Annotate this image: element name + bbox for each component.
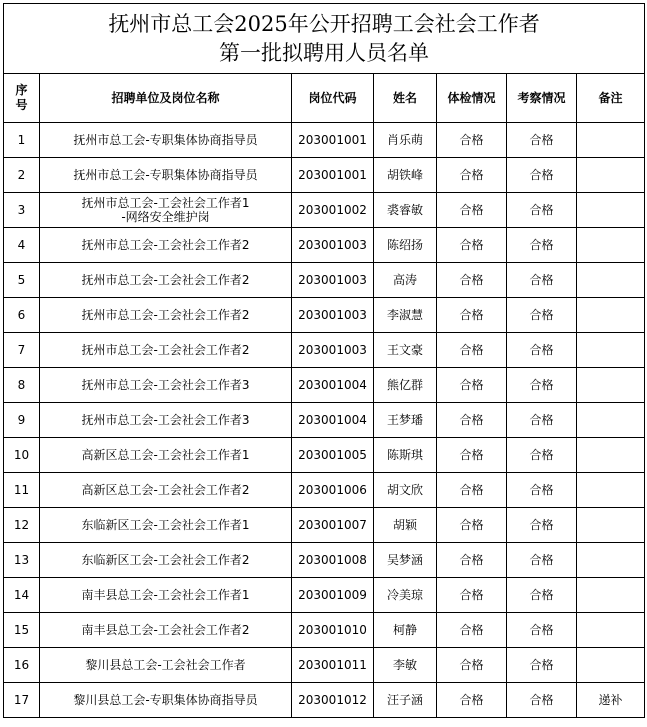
cell-unit: 南丰县总工会-工会社会工作者1 (40, 578, 292, 613)
cell-exam: 合格 (437, 263, 507, 298)
cell-inspection: 合格 (507, 648, 577, 683)
header-unit: 招聘单位及岗位名称 (40, 74, 292, 123)
cell-seq: 9 (4, 403, 40, 438)
cell-note: 递补 (577, 683, 645, 718)
cell-unit: 抚州市总工会-工会社会工作者2 (40, 333, 292, 368)
table-row (4, 333, 645, 368)
cell-seq: 4 (4, 228, 40, 263)
cell-inspection: 合格 (507, 438, 577, 473)
cell-inspection: 合格 (507, 158, 577, 193)
header-inspection: 考察情况 (507, 74, 577, 123)
cell-unit: 南丰县总工会-工会社会工作者2 (40, 613, 292, 648)
cell-name: 胡铁峰 (374, 158, 437, 193)
header-seq-text: 序 号 (15, 83, 28, 112)
cell-note (577, 648, 645, 683)
cell-inspection: 合格 (507, 473, 577, 508)
title-line-2: 第一批拟聘用人员名单 (219, 40, 430, 65)
cell-name: 李淑慧 (374, 298, 437, 333)
cell-exam: 合格 (437, 543, 507, 578)
cell-inspection: 合格 (507, 263, 577, 298)
cell-inspection: 合格 (507, 403, 577, 438)
cell-note (577, 298, 645, 333)
cell-inspection: 合格 (507, 228, 577, 263)
cell-inspection: 合格 (507, 613, 577, 648)
cell-code: 203001003 (292, 333, 374, 368)
cell-note (577, 543, 645, 578)
document-title (4, 4, 645, 74)
cell-note (577, 263, 645, 298)
cell-unit: 高新区总工会-工会社会工作者2 (40, 473, 292, 508)
header-exam: 体检情况 (437, 74, 507, 123)
cell-inspection: 合格 (507, 543, 577, 578)
cell-exam: 合格 (437, 368, 507, 403)
cell-code: 203001004 (292, 403, 374, 438)
cell-exam: 合格 (437, 333, 507, 368)
cell-note (577, 158, 645, 193)
cell-note (577, 333, 645, 368)
header-note: 备注 (577, 74, 645, 123)
table-row (4, 438, 645, 473)
cell-seq: 14 (4, 578, 40, 613)
cell-seq: 8 (4, 368, 40, 403)
cell-exam: 合格 (437, 508, 507, 543)
title-line-1: 抚州市总工会2025年公开招聘工会社会工作者 (108, 11, 540, 36)
cell-exam: 合格 (437, 123, 507, 158)
cell-code: 203001009 (292, 578, 374, 613)
cell-name: 李敏 (374, 648, 437, 683)
table-row (4, 613, 645, 648)
cell-seq: 17 (4, 683, 40, 718)
cell-inspection: 合格 (507, 333, 577, 368)
table-row (4, 403, 645, 438)
cell-code: 203001010 (292, 613, 374, 648)
personnel-table (3, 3, 645, 718)
cell-exam: 合格 (437, 193, 507, 228)
cell-seq: 7 (4, 333, 40, 368)
cell-unit: 抚州市总工会-工会社会工作者3 (40, 368, 292, 403)
cell-exam: 合格 (437, 228, 507, 263)
cell-inspection: 合格 (507, 683, 577, 718)
cell-inspection: 合格 (507, 123, 577, 158)
cell-exam: 合格 (437, 438, 507, 473)
cell-unit: 抚州市总工会-工会社会工作者3 (40, 403, 292, 438)
table-row (4, 193, 645, 228)
cell-unit: 高新区总工会-工会社会工作者1 (40, 438, 292, 473)
header-seq (4, 74, 40, 123)
table-row (4, 368, 645, 403)
cell-unit: 抚州市总工会-工会社会工作者1 -网络安全维护岗 (40, 193, 292, 228)
cell-name: 熊亿群 (374, 368, 437, 403)
cell-name: 胡文欣 (374, 473, 437, 508)
cell-inspection: 合格 (507, 193, 577, 228)
cell-note (577, 403, 645, 438)
title-row (4, 4, 645, 74)
cell-name: 陈绍扬 (374, 228, 437, 263)
cell-unit: 抚州市总工会-工会社会工作者2 (40, 228, 292, 263)
cell-unit: 黎川县总工会-专职集体协商指导员 (40, 683, 292, 718)
cell-code: 203001003 (292, 263, 374, 298)
cell-unit: 东临新区工会-工会社会工作者2 (40, 543, 292, 578)
cell-inspection: 合格 (507, 508, 577, 543)
header-code: 岗位代码 (292, 74, 374, 123)
cell-name: 吴梦涵 (374, 543, 437, 578)
table-body (4, 123, 645, 718)
cell-name: 裘睿敏 (374, 193, 437, 228)
cell-exam: 合格 (437, 648, 507, 683)
cell-inspection: 合格 (507, 298, 577, 333)
cell-name: 肖乐萌 (374, 123, 437, 158)
table-row (4, 263, 645, 298)
cell-code: 203001007 (292, 508, 374, 543)
cell-unit: 黎川县总工会-工会社会工作者 (40, 648, 292, 683)
cell-unit: 东临新区工会-工会社会工作者1 (40, 508, 292, 543)
cell-note (577, 508, 645, 543)
cell-note (577, 193, 645, 228)
table-row (4, 298, 645, 333)
table-row (4, 123, 645, 158)
cell-seq: 5 (4, 263, 40, 298)
cell-note (577, 368, 645, 403)
cell-code: 203001003 (292, 298, 374, 333)
cell-note (577, 123, 645, 158)
table-row (4, 543, 645, 578)
table-row (4, 508, 645, 543)
cell-inspection: 合格 (507, 578, 577, 613)
table-row (4, 228, 645, 263)
cell-seq: 3 (4, 193, 40, 228)
cell-exam: 合格 (437, 403, 507, 438)
cell-seq: 2 (4, 158, 40, 193)
cell-unit: 抚州市总工会-专职集体协商指导员 (40, 123, 292, 158)
cell-code: 203001001 (292, 158, 374, 193)
cell-code: 203001012 (292, 683, 374, 718)
cell-seq: 6 (4, 298, 40, 333)
cell-name: 汪子涵 (374, 683, 437, 718)
cell-exam: 合格 (437, 683, 507, 718)
cell-seq: 10 (4, 438, 40, 473)
cell-seq: 13 (4, 543, 40, 578)
cell-name: 陈斯琪 (374, 438, 437, 473)
cell-seq: 11 (4, 473, 40, 508)
cell-exam: 合格 (437, 298, 507, 333)
table-row (4, 473, 645, 508)
table-row (4, 158, 645, 193)
cell-name: 王梦璠 (374, 403, 437, 438)
cell-note (577, 613, 645, 648)
cell-exam: 合格 (437, 578, 507, 613)
cell-name: 胡颖 (374, 508, 437, 543)
cell-note (577, 473, 645, 508)
cell-unit: 抚州市总工会-工会社会工作者2 (40, 298, 292, 333)
cell-seq: 12 (4, 508, 40, 543)
cell-note (577, 228, 645, 263)
cell-code: 203001006 (292, 473, 374, 508)
cell-exam: 合格 (437, 613, 507, 648)
cell-code: 203001001 (292, 123, 374, 158)
cell-note (577, 578, 645, 613)
cell-code: 203001011 (292, 648, 374, 683)
cell-unit: 抚州市总工会-专职集体协商指导员 (40, 158, 292, 193)
header-name: 姓名 (374, 74, 437, 123)
cell-seq: 1 (4, 123, 40, 158)
cell-name: 王文豪 (374, 333, 437, 368)
cell-seq: 15 (4, 613, 40, 648)
cell-name: 柯静 (374, 613, 437, 648)
cell-seq: 16 (4, 648, 40, 683)
table-row (4, 578, 645, 613)
table-row (4, 648, 645, 683)
cell-code: 203001002 (292, 193, 374, 228)
cell-code: 203001008 (292, 543, 374, 578)
cell-code: 203001004 (292, 368, 374, 403)
table-row (4, 683, 645, 718)
cell-exam: 合格 (437, 158, 507, 193)
cell-inspection: 合格 (507, 368, 577, 403)
cell-code: 203001005 (292, 438, 374, 473)
cell-code: 203001003 (292, 228, 374, 263)
cell-note (577, 438, 645, 473)
cell-name: 冷美琼 (374, 578, 437, 613)
cell-unit: 抚州市总工会-工会社会工作者2 (40, 263, 292, 298)
cell-name: 高涛 (374, 263, 437, 298)
header-row (4, 74, 645, 123)
cell-exam: 合格 (437, 473, 507, 508)
